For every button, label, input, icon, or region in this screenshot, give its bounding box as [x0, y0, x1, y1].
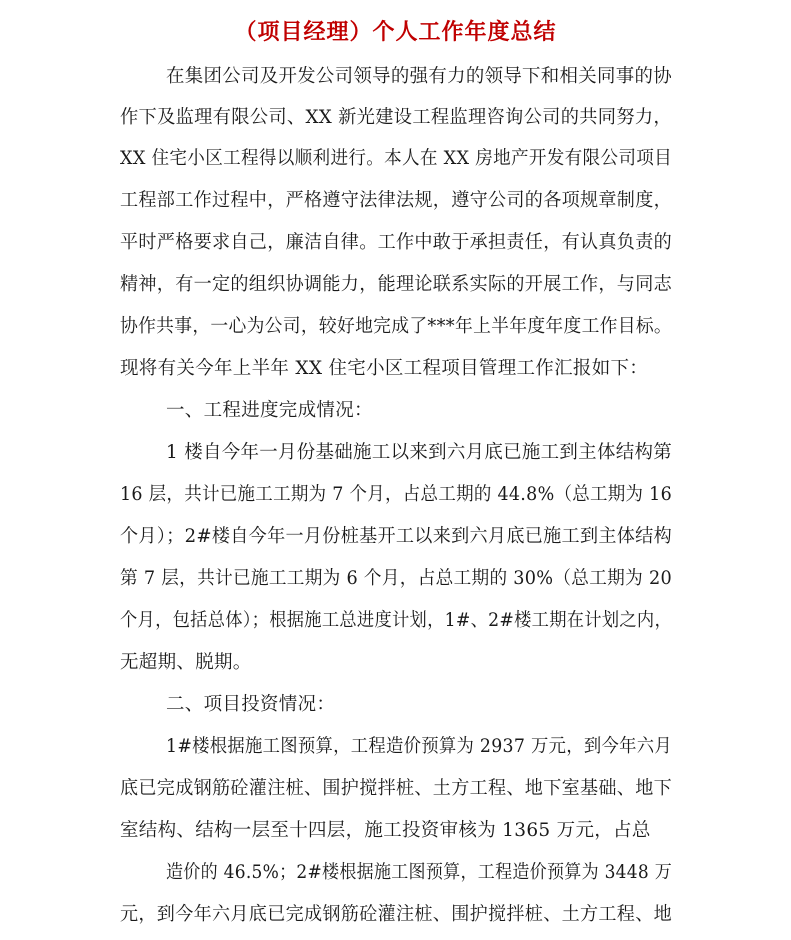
line-text: 在集团公司及开发公司领导的强有力的领导下和相关同事的协 [166, 66, 672, 87]
line-text: 16 层，共计已施工工期为 7 个月，占总工期的 44.8%（总工期为 16 [120, 484, 672, 505]
document-title: （项目经理）个人工作年度总结 [234, 20, 557, 45]
line-text: 1#楼根据施工图预算，工程造价预算为 2937 万元，到今年六月 [166, 736, 672, 757]
line-text: 1 楼自今年一月份基础施工以来到六月底已施工到主体结构第 [166, 442, 672, 463]
line-text: XX 住宅小区工程得以顺利进行。本人在 XX 房地产开发有限公司项目 [120, 148, 673, 169]
line-text: 个月）；2#楼自今年一月份桩基开工以来到六月底已施工到主体结构 [120, 526, 672, 547]
line-text: 室结构、结构一层至十四层，施工投资审核为 1365 万元，占总 [120, 820, 651, 841]
line-text: 第 7 层，共计已施工工期为 6 个月，占总工期的 30%（总工期为 20 [120, 568, 672, 589]
line-text: 无超期、脱期。 [120, 652, 252, 673]
heading-text: 二、项目投资情况： [166, 694, 336, 715]
line-text: 个月，包括总体）；根据施工总进度计划，1#、2#楼工期在计划之内， [120, 610, 672, 631]
line-text: 现将有关今年上半年 XX 住宅小区工程项目管理工作汇报如下： [120, 358, 649, 379]
line-text: 协作共事，一心为公司，较好地完成了***年上半年度年度工作目标。 [120, 316, 672, 337]
line-text: 底已完成钢筋砼灌注桩、围护搅拌桩、土方工程、地下室基础、地下 [120, 778, 673, 799]
heading-text: 一、工程进度完成情况： [166, 400, 373, 421]
line-text: 造价的 46.5%；2#楼根据施工图预算，工程造价预算为 3448 万 [166, 862, 673, 883]
line-text: 工程部工作过程中，严格遵守法律法规，遵守公司的各项规章制度， [120, 190, 673, 211]
line-text: 平时严格要求自己，廉洁自律。工作中敢于承担责任，有认真负责的 [120, 232, 673, 253]
line-text: 作下及监理有限公司、XX 新光建设工程监理咨询公司的共同努力， [120, 107, 672, 128]
line-text: 元，到今年六月底已完成钢筋砼灌注桩、围护搅拌桩、土方工程、地 [120, 904, 673, 925]
line-text: 精神，有一定的组织协调能力，能理论联系实际的开展工作，与同志 [120, 274, 673, 295]
